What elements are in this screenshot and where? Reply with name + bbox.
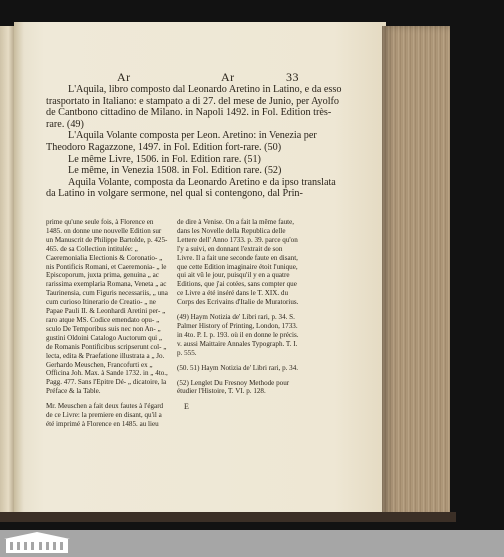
entry-next: Aquila Volante, composta da Leonardo Aretino e da ipso translata da Latino in volgare sermone, nel qual si contengono, dal Prin-	[46, 176, 336, 200]
left-paragraph: prime qu'une seule fois, à Florence en 1485. on donne une nouvelle Edition sur un Manuscrit de Philippe Bartolde, p. 425-465. de sa Collection intitulée: „ Caeremonialia Electionis & Coronatio- „ nis Pontificis Romani, et Caeremonia- „ le Episcoporum, juxta prima, genuina „ ac rarissima exemplaria Romana, Veneta „ ac Taurinensia, cum Figuris necessariis, „ una cum curioso Itinerario de Creatio- „ ne Papae Pauli II. & Leonhardi Aretini per- „ raro atque MS. Codice emendato opu- „ sculo De Temporibus suis nec non An- „ gustini Oldoini Catalogo Auctorum qui „ de Romanis Pontificibus scripserunt col- „ lecta, edita & Praefatione illustrata a „ Jo. Gerhardo Meuschen, Francofurti ex „ Officina Joh. Max. à Sande 1732. in „ 4to., Pagg. 477. Sans l'Epitre Dé- „ dicatoire, la Préface & la Table.	[46, 218, 168, 396]
entry-50: L'Aquila Volante composta per Leon. Aretino: in Venezia per Theodoro Ragazzone, 1497. in Fol. Edition fort-rare. (50)	[46, 130, 317, 153]
running-head-center: Ar	[221, 70, 235, 84]
footnote-column-right	[177, 218, 301, 396]
footnote-column-left	[46, 218, 170, 429]
page-number: 33	[286, 70, 299, 84]
entry-52: Le même, in Venezia 1508. in Fol. Edition rare. (52)	[68, 165, 282, 177]
book-cover-edge	[0, 512, 456, 522]
main-entries	[46, 84, 346, 200]
left-paragraph: Mr. Meuschen a fait deux fautes à l'égard de ce Livre: la premiere en disant, qu'il a été imprimé à Florence en 1485. au lieu	[46, 402, 164, 428]
footer-bar	[0, 530, 504, 557]
footnote-49: (49) Haym Notizia de' Libri rari, p. 34. S. Palmer History of Printing, London, 1733. in 4to. P. I. p. 193. où il en donne le précis. v. aussi Maittaire Annales Typograph. T. I. p. 555.	[177, 313, 299, 357]
entry-49: L'Aquila, libro composto dal Leonardo Aretino in Latino, e da esso trasportato in Italiano: e stampato a di 27. del mese de Junio, per Ayolfo de Cantbono cittadino de Milano. in Napoli 1492. in Fol. Edition très-rare. (49)	[46, 84, 342, 130]
page-fore-edge	[382, 26, 450, 518]
footnote-52: (52) Lenglet Du Fresnoy Methode pour étudier l'Histoire, T. VI. p. 128.	[177, 378, 290, 396]
left-page-edge	[0, 26, 14, 516]
signature-mark: E	[184, 402, 189, 411]
entry-51: Le même Livre, 1506. in Fol. Edition rare. (51)	[68, 153, 261, 165]
running-head-left: Ar	[117, 70, 131, 84]
library-logo	[2, 531, 72, 555]
footnote-50-51: (50. 51) Haym Notizia de' Libri rari, p. 34.	[177, 363, 299, 372]
right-paragraph: de dire à Venise. On a fait la même faute, dans les Novelle della Republica delle Lettere dell' Anno 1733. p. 39. parce qu'on l'y a suivi, en donnant l'extrait de son Livre. Il a fait une seconde faute en disant, que cette Edition imaginaire étoit l'unique, qui ait vû le jour, puisqu'il y en a quatre Editions, que j'ai cotées, sans compter que ce Livre a été inséré dans le T. XIX. du Corps des Ecrivains d'Italie de Muratorius.	[177, 218, 299, 307]
